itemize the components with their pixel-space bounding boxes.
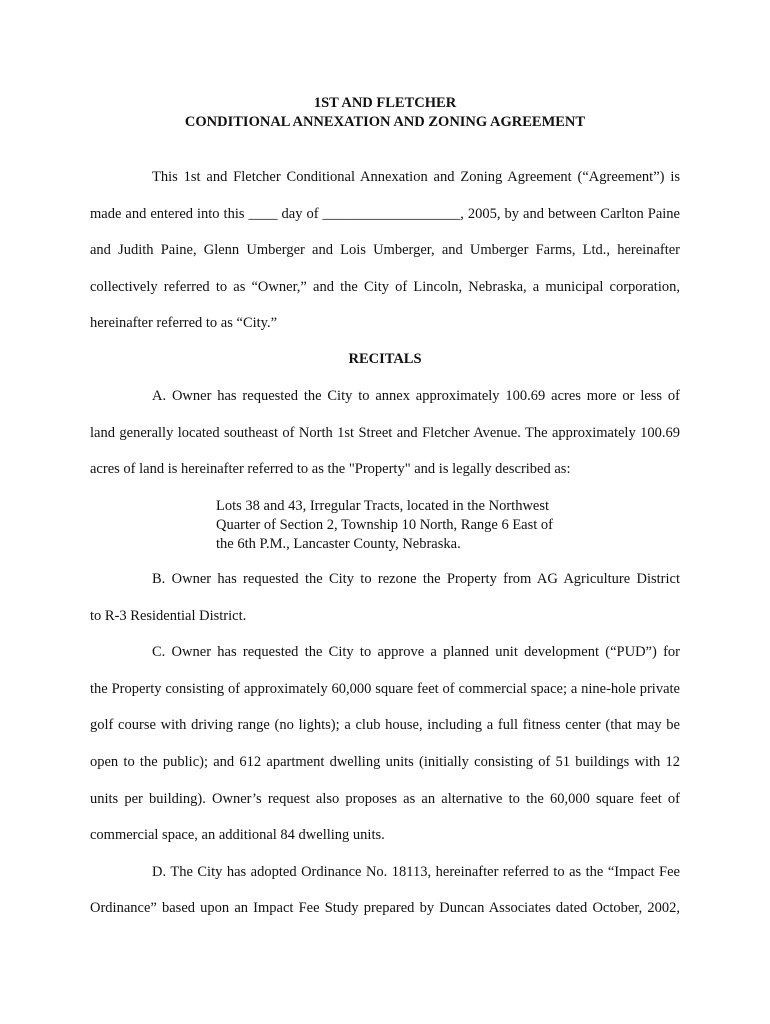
recital-c-line: open to the public); and 612 apartment dwelling units (initially consisting of 51 buildings with 12 [90, 754, 680, 770]
recital-c-line: the Property consisting of approximately 60,000 square feet of commercial space; a nine-hole private [90, 681, 680, 697]
legal-description-line: the 6th P.M., Lancaster County, Nebraska. [216, 536, 461, 552]
recital-a-line: A. Owner has requested the City to annex approximately 100.69 acres more or less of [152, 388, 680, 404]
document-title-line2: CONDITIONAL ANNEXATION AND ZONING AGREEMENT [184, 114, 586, 130]
recital-d-line: D. The City has adopted Ordinance No. 18113, hereinafter referred to as the “Impact Fee [152, 864, 680, 880]
intro-line: and Judith Paine, Glenn Umberger and Lois Umberger, and Umberger Farms, Ltd., hereinafter [90, 242, 680, 258]
recital-c-line: commercial space, an additional 84 dwelling units. [90, 827, 385, 843]
document-title-line1: 1ST AND FLETCHER [313, 95, 457, 111]
recitals-heading: RECITALS [348, 351, 422, 367]
recital-c-line: golf course with driving range (no lights); a club house, including a full fitness center (that may be [90, 717, 680, 733]
recital-a-line: land generally located southeast of North 1st Street and Fletcher Avenue. The approximately 100.69 [90, 425, 680, 441]
intro-line: This 1st and Fletcher Conditional Annexation and Zoning Agreement (“Agreement”) is [152, 169, 680, 185]
recital-b-line: to R-3 Residential District. [90, 608, 247, 624]
legal-description-line: Quarter of Section 2, Township 10 North, Range 6 East of [216, 517, 553, 533]
legal-description-line: Lots 38 and 43, Irregular Tracts, located in the Northwest [216, 498, 550, 514]
recital-a-line: acres of land is hereinafter referred to as the "Property" and is legally described as: [90, 461, 571, 477]
intro-line: collectively referred to as “Owner,” and the City of Lincoln, Nebraska, a municipal corporation, [90, 279, 680, 295]
intro-line: made and entered into this ____ day of ___________________, 2005, by and between Carlton Paine [90, 206, 680, 222]
recital-b-line: B. Owner has requested the City to rezone the Property from AG Agriculture District [152, 571, 680, 587]
recital-c-line: units per building). Owner’s request also proposes as an alternative to the 60,000 square feet of [90, 791, 680, 807]
intro-line: hereinafter referred to as “City.” [90, 315, 278, 331]
recital-d-line: Ordinance” based upon an Impact Fee Study prepared by Duncan Associates dated October, 2002, [90, 900, 680, 916]
recital-c-line: C. Owner has requested the City to approve a planned unit development (“PUD”) for [152, 644, 680, 660]
